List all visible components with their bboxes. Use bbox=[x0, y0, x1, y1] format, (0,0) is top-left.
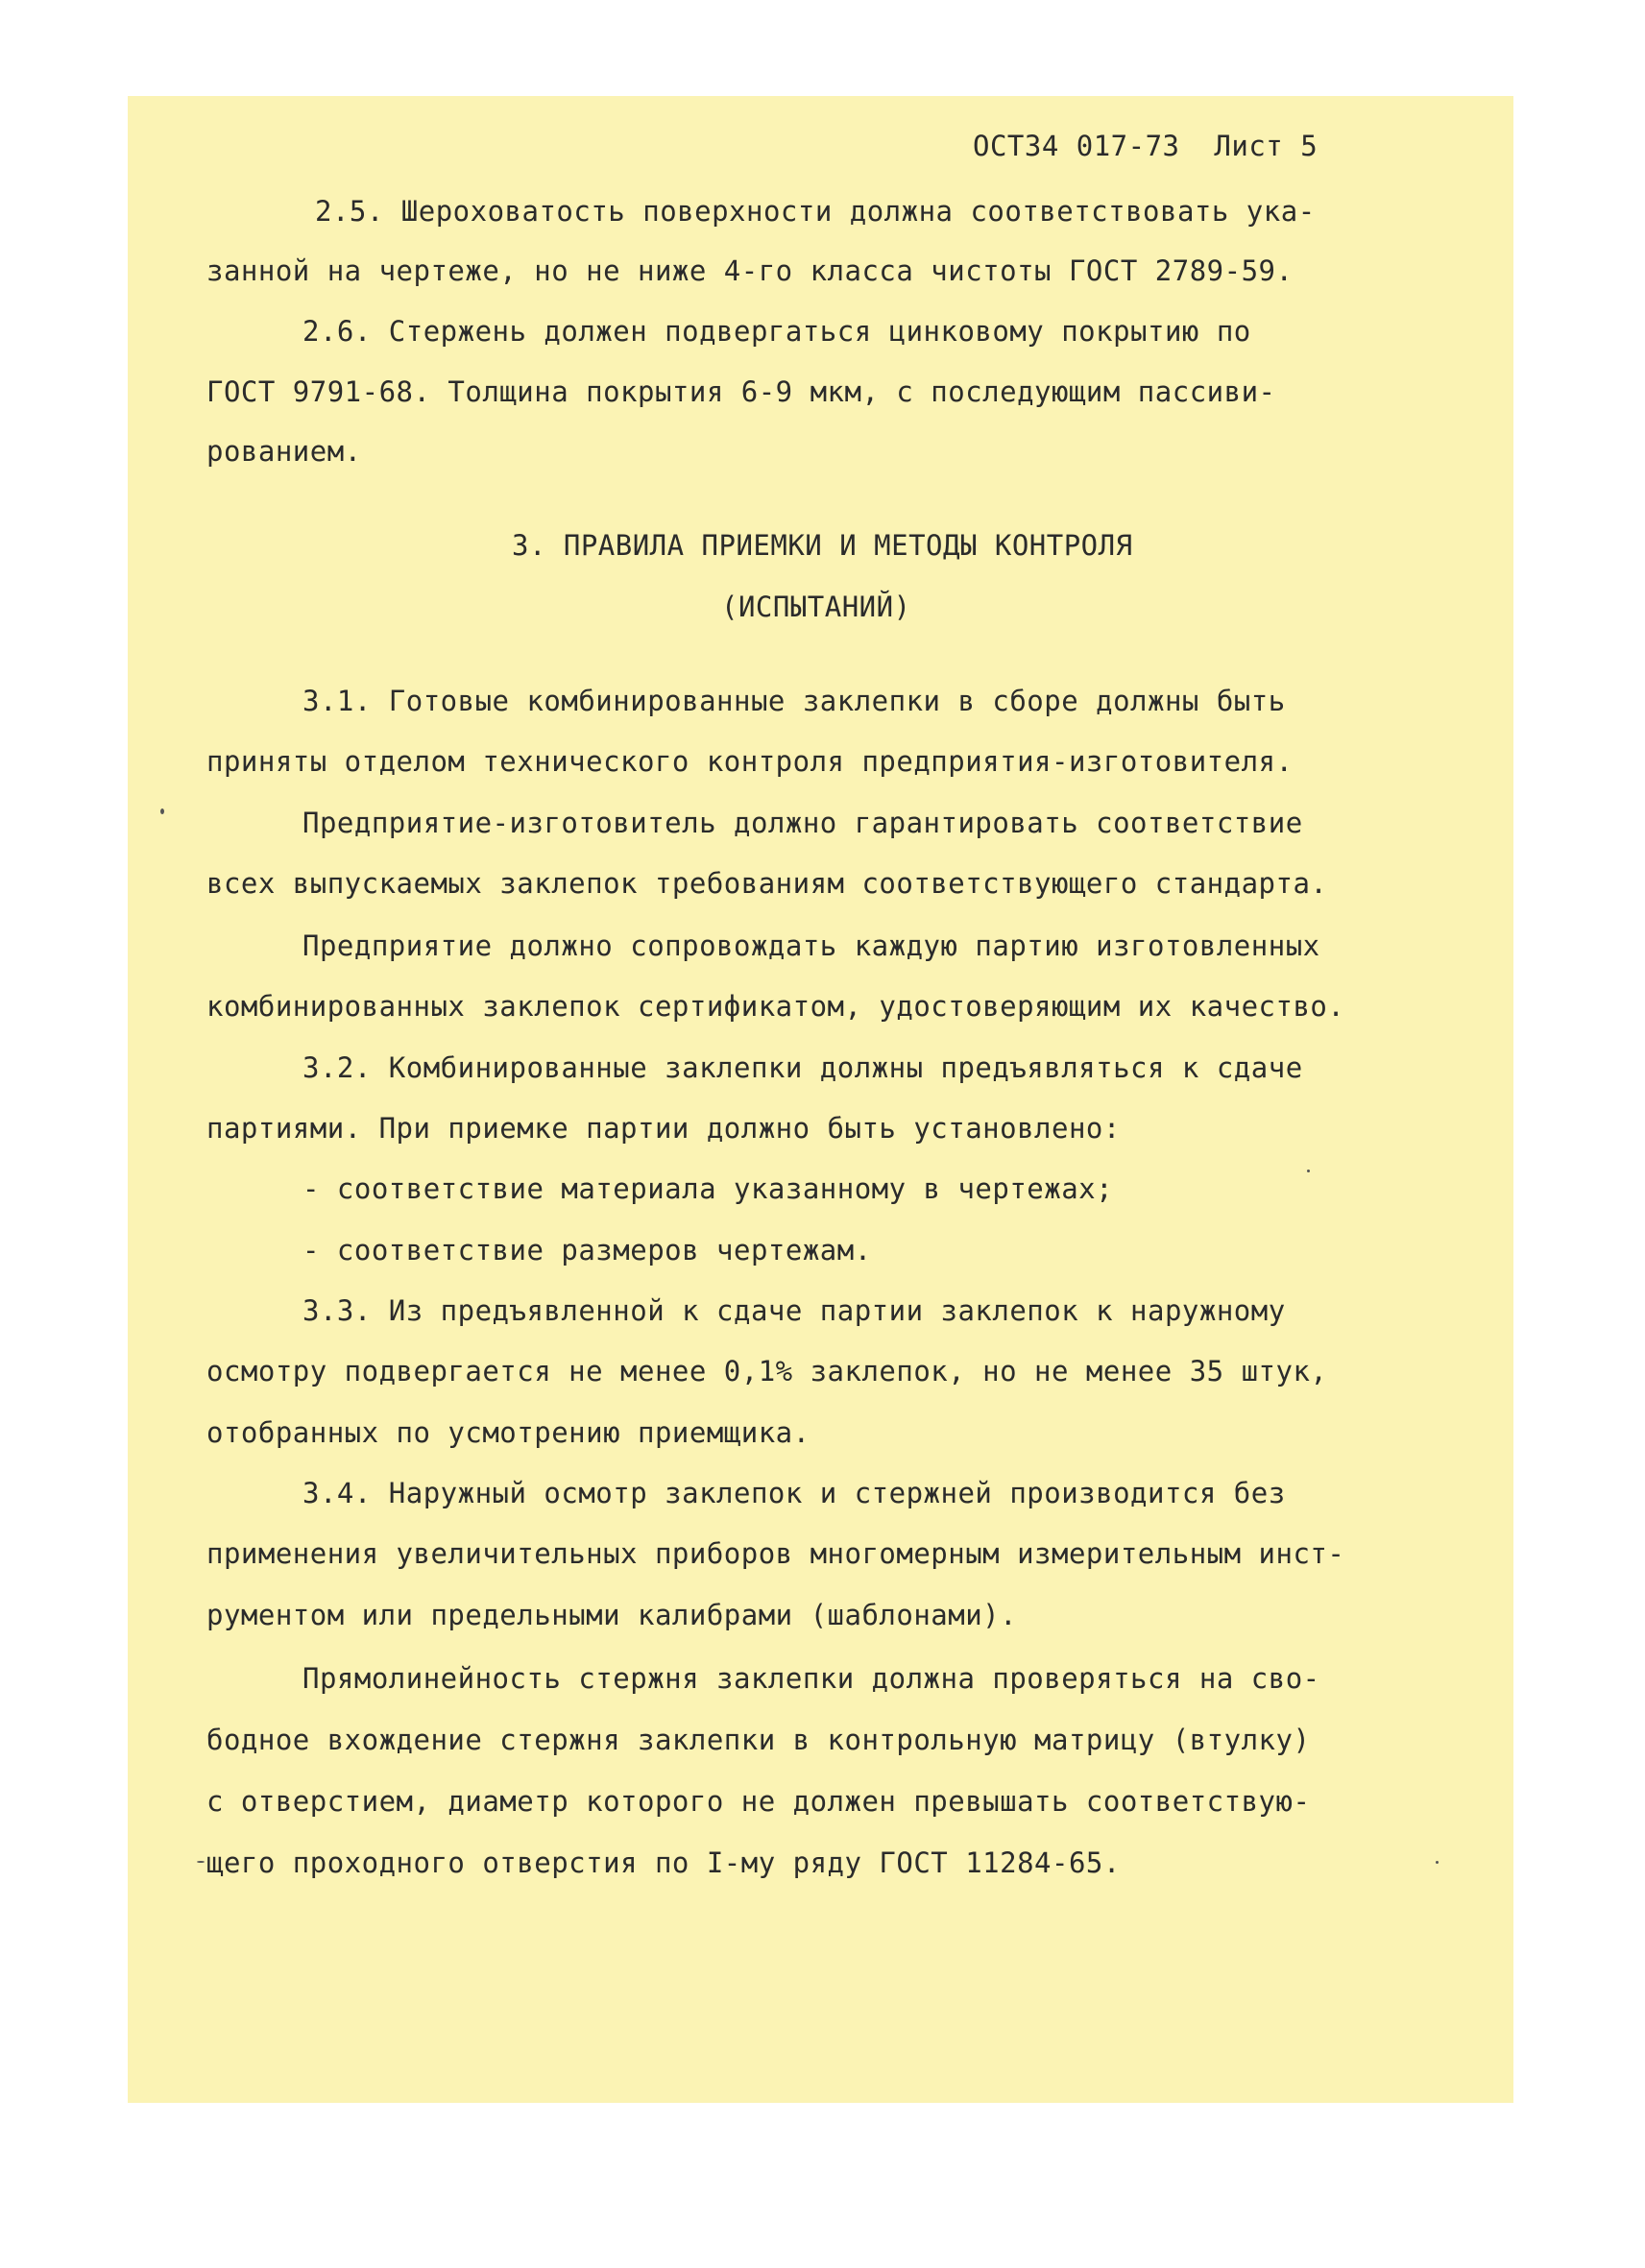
paragraph-line: Предприятие должно сопровождать каждую партию изготовленных bbox=[302, 929, 1320, 962]
text-line: 2.6. Стержень должен подвергаться цинковому покрытию по bbox=[302, 315, 1251, 348]
document-page bbox=[128, 96, 1513, 2103]
paragraph-line: осмотру подвергается не менее 0,1% заклепок, но не менее 35 штук, bbox=[206, 1355, 1328, 1387]
paragraph-line: 3.1. Готовые комбинированные заклепки в сборе должны быть bbox=[302, 685, 1286, 717]
paragraph-line: комбинированных заклепок сертификатом, удостоверяющим их качество. bbox=[206, 990, 1345, 1023]
scan-speck bbox=[160, 808, 164, 814]
paragraph-line: приняты отделом технического контроля предприятия-изготовителя. bbox=[206, 745, 1294, 778]
paragraph-line: 3.4. Наружный осмотр заклепок и стержней производится без bbox=[302, 1477, 1286, 1509]
scan-speck bbox=[1436, 1861, 1439, 1864]
paragraph-line: 3.2. Комбинированные заклепки должны предъявляться к сдаче bbox=[302, 1051, 1303, 1084]
paragraph-line: щего проходного отверстия по I-му ряду ГОСТ 11284-65. bbox=[206, 1846, 1121, 1879]
text-line: рованием. bbox=[206, 435, 362, 468]
page-header: ОСТ34 017-73 Лист 5 bbox=[973, 130, 1318, 162]
paragraph-line: рументом или предельными калибрами (шаблонами). bbox=[206, 1599, 1018, 1631]
section-subtitle: (ИСПЫТАНИЙ) bbox=[721, 591, 911, 623]
scan-speck bbox=[1307, 1170, 1310, 1172]
paragraph-line: Предприятие-изготовитель должно гарантировать соответствие bbox=[302, 807, 1303, 839]
paragraph-line: - соответствие размеров чертежам. bbox=[302, 1234, 872, 1267]
paragraph-line: с отверстием, диаметр которого не должен превышать соответствую- bbox=[206, 1785, 1311, 1818]
paragraph-line: - соответствие материала указанному в чертежах; bbox=[302, 1172, 1114, 1205]
paragraph-line: всех выпускаемых заклепок требованиям соответствующего стандарта. bbox=[206, 867, 1328, 900]
text-line: 2.5. Шероховатость поверхности должна соответствовать ука- bbox=[315, 195, 1316, 228]
paragraph-line: отобранных по усмотрению приемщика. bbox=[206, 1416, 810, 1449]
scan-speck bbox=[197, 1861, 205, 1863]
paragraph-line: Прямолинейность стержня заклепки должна проверяться на сво- bbox=[302, 1662, 1320, 1695]
paragraph-line: бодное вхождение стержня заклепки в контрольную матрицу (втулку) bbox=[206, 1724, 1311, 1756]
paragraph-line: партиями. При приемке партии должно быть установлено: bbox=[206, 1112, 1121, 1145]
section-title: 3. ПРАВИЛА ПРИЕМКИ И МЕТОДЫ КОНТРОЛЯ bbox=[512, 529, 1133, 562]
paragraph-line: применения увеличительных приборов многомерным измерительным инст- bbox=[206, 1537, 1345, 1570]
paragraph-line: 3.3. Из предъявленной к сдаче партии заклепок к наружному bbox=[302, 1294, 1286, 1327]
text-line: занной на чертеже, но не ниже 4-го класса чистоты ГОСТ 2789-59. bbox=[206, 254, 1294, 287]
text-line: ГОСТ 9791-68. Толщина покрытия 6-9 мкм, с последующим пассиви- bbox=[206, 375, 1276, 408]
